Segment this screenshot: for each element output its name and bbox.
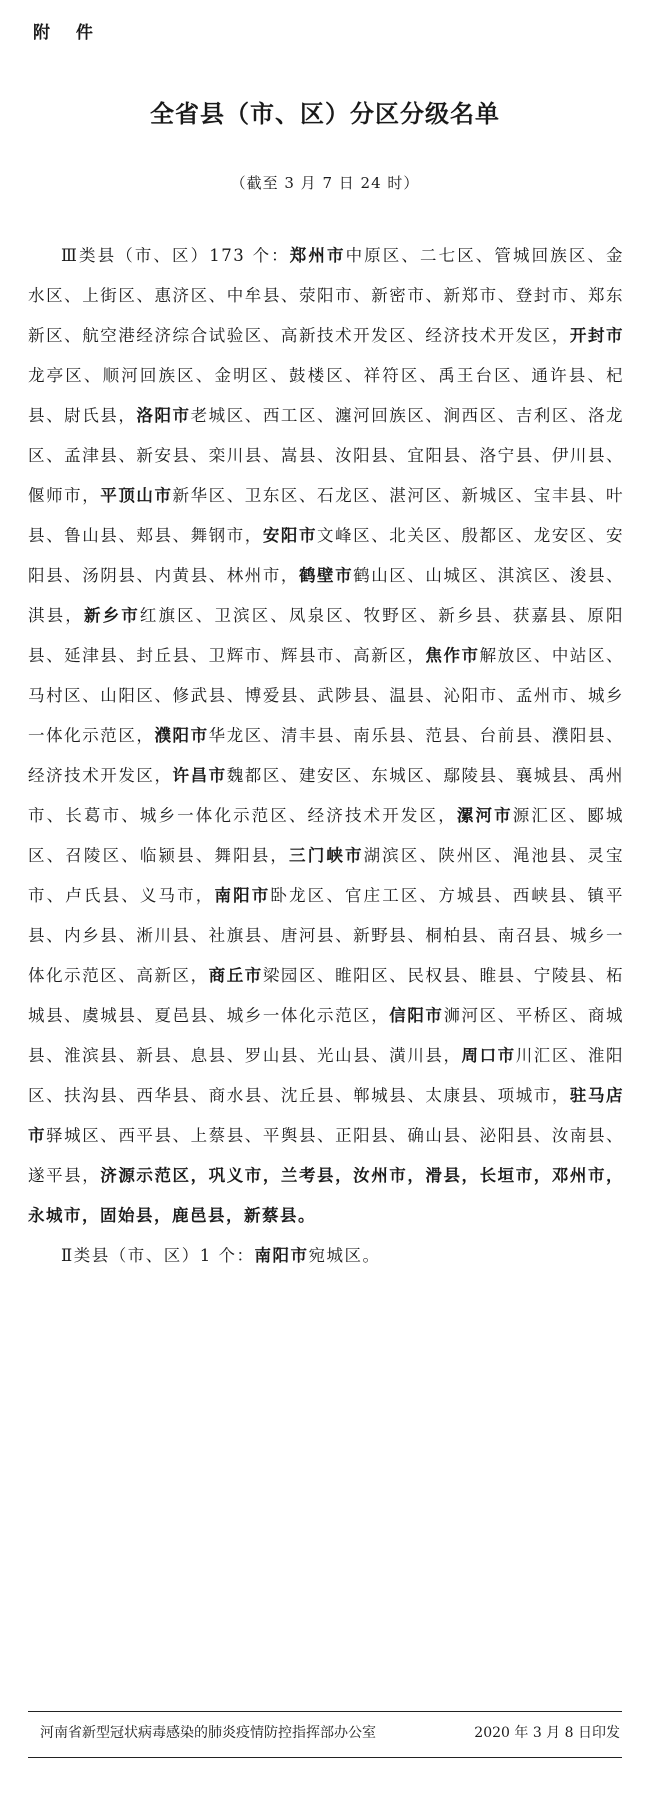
- issue-date: 2020 年 3 月 8 日印发: [474, 1725, 620, 1741]
- city-areas: 老城区、西工区、瀍河回族区、涧西区、吉利区、洛龙区、孟津县、新安县、栾川县、嵩县、汝阳县、宜阳县、洛宁县、伊川县、偃师市，: [28, 406, 624, 505]
- city-name: 安阳市: [262, 526, 317, 545]
- city-name: 南阳市: [214, 886, 271, 905]
- city-name: 平顶山市: [100, 486, 173, 505]
- city-areas: 华龙区、清丰县、南乐县、范县、台前县、濮阳县、经济技术开发区，: [28, 726, 624, 785]
- city-name: 南阳市: [254, 1246, 309, 1265]
- city-areas: 川汇区、淮阳区、扶沟县、西华县、商水县、沈丘县、郸城县、太康县、项城市，: [28, 1046, 624, 1105]
- city-name: 漯河市: [456, 806, 513, 825]
- city-name: 洛阳市: [136, 406, 191, 425]
- city-areas: 中原区、二七区、管城回族区、金水区、上街区、惠济区、中牟县、荥阳市、新密市、新郑市、登封市、郑东新区、航空港经济综合试验区、高新技术开发区、经济技术开发区，: [28, 246, 625, 345]
- class3-paragraph: [28, 236, 624, 1236]
- issuer: 河南省新型冠状病毒感染的肺炎疫情防控指挥部办公室: [40, 1725, 376, 1741]
- city-name: 濮阳市: [154, 726, 209, 745]
- direct-counties: 济源示范区，巩义市，兰考县，汝州市，滑县，长垣市，邓州市，永城市，固始县，鹿邑县，新蔡县。: [28, 1166, 624, 1225]
- city-areas: 新华区、卫东区、石龙区、湛河区、新城区、宝丰县、叶县、鲁山县、郏县、舞钢市，: [28, 486, 624, 545]
- city-name: 郑州市: [289, 246, 346, 265]
- city-areas: 湖滨区、陕州区、渑池县、灵宝市、卢氏县、义马市，: [28, 846, 625, 905]
- footer: [40, 1722, 620, 1742]
- city-name: 许昌市: [172, 766, 227, 785]
- city-areas: 红旗区、卫滨区、凤泉区、牧野区、新乡县、获嘉县、原阳县、延津县、封丘县、卫辉市、辉县市、高新区，: [28, 606, 625, 665]
- attachment-label: 附 件: [33, 23, 103, 43]
- city-areas: 解放区、中站区、马村区、山阳区、修武县、博爱县、武陟县、温县、沁阳市、孟州市、城乡一体化示范区，: [28, 646, 624, 745]
- class2-paragraph: [28, 1236, 624, 1276]
- city-name: 周口市: [461, 1046, 516, 1065]
- city-areas: 浉河区、平桥区、商城县、淮滨县、新县、息县、罗山县、光山县、潢川县，: [28, 1006, 624, 1065]
- city-areas: 鹤山区、山城区、淇滨区、浚县、淇县，: [28, 566, 624, 625]
- city-name: 新乡市: [83, 606, 140, 625]
- class3-lead: Ⅲ类县（市、区）173 个：: [61, 246, 290, 265]
- city-name: 焦作市: [425, 646, 480, 665]
- class2-lead: Ⅱ类县（市、区）1 个：: [61, 1246, 255, 1265]
- city-areas: 梁园区、睢阳区、民权县、睢县、宁陵县、柘城县、虞城县、夏邑县、城乡一体化示范区，: [28, 966, 624, 1025]
- city-name: 信阳市: [389, 1006, 444, 1025]
- city-areas: 龙亭区、顺河回族区、金明区、鼓楼区、祥符区、禹王台区、通许县、杞县、尉氏县，: [28, 366, 624, 425]
- city-areas: 卧龙区、官庄工区、方城县、西峡县、镇平县、内乡县、淅川县、社旗县、唐河县、新野县、桐柏县、南召县、城乡一体化示范区、高新区，: [28, 886, 625, 985]
- city-name: 驻马店市: [28, 1086, 624, 1145]
- city-areas: 魏都区、建安区、东城区、鄢陵县、襄城县、禹州市、长葛市、城乡一体化示范区、经济技术开发区，: [28, 766, 624, 825]
- city-areas: 源汇区、郾城区、召陵区、临颍县、舞阳县，: [28, 806, 625, 865]
- city-name: 开封市: [569, 326, 624, 345]
- page-title: 全省县（市、区）分区分级名单: [150, 100, 500, 128]
- city-areas: 文峰区、北关区、殷都区、龙安区、安阳县、汤阴县、内黄县、林州市，: [28, 526, 624, 585]
- city-name: 商丘市: [208, 966, 263, 985]
- footer-rule-top: [28, 1711, 622, 1712]
- city-areas: 驿城区、西平县、上蔡县、平舆县、正阳县、确山县、泌阳县、汝南县、遂平县，: [28, 1126, 624, 1185]
- city-areas: 宛城区。: [308, 1246, 381, 1265]
- document-body: [28, 236, 624, 1276]
- city-name: 鹤壁市: [298, 566, 354, 585]
- footer-rule-bottom: [28, 1757, 622, 1758]
- subtitle: （截至 3 月 7 日 24 时）: [230, 174, 420, 192]
- city-name: 三门峡市: [289, 846, 364, 865]
